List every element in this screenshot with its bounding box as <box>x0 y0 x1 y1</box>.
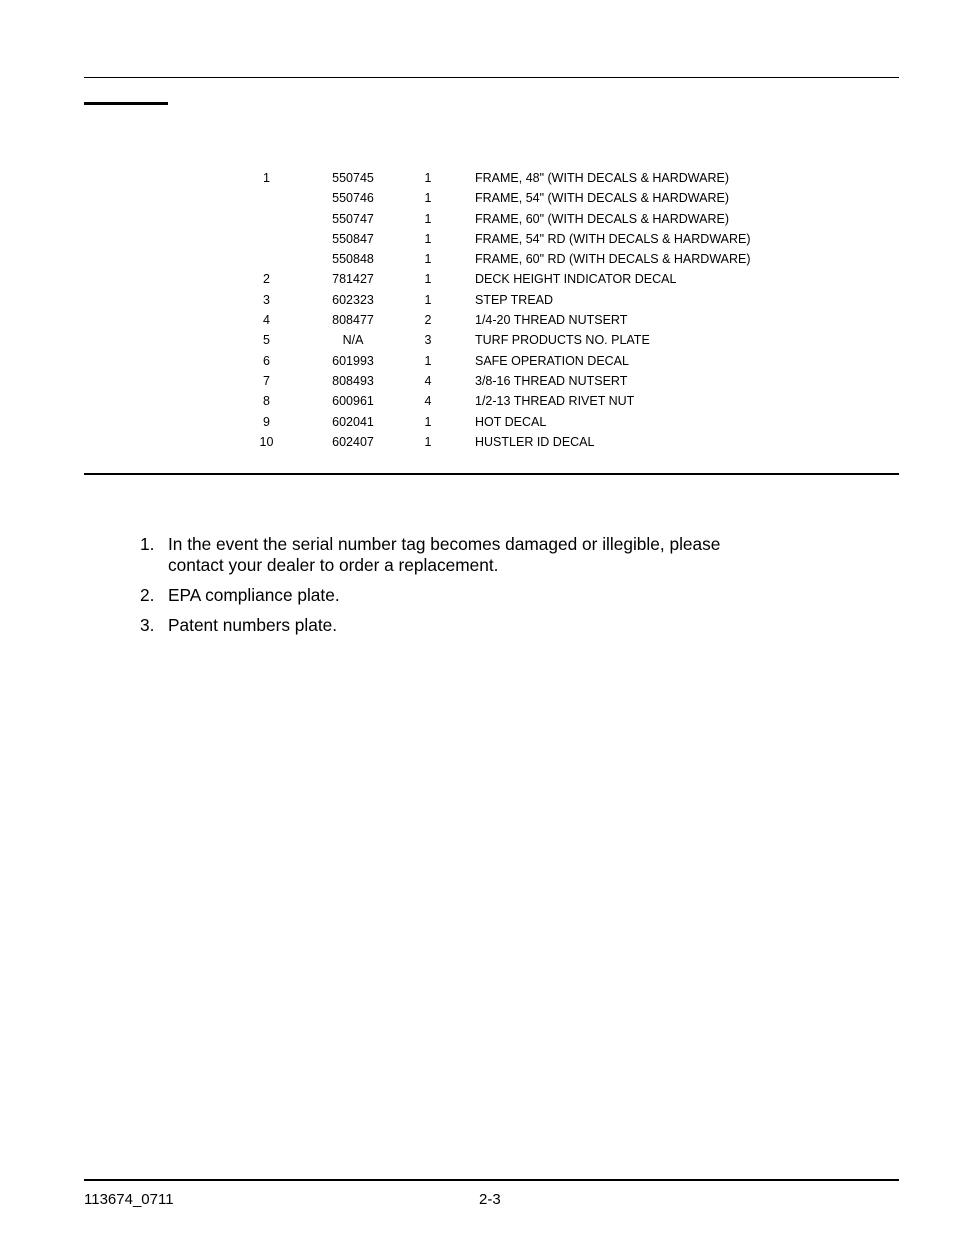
header-rule <box>84 77 899 78</box>
table-row <box>250 229 751 249</box>
note-text: EPA compliance plate. <box>168 585 340 605</box>
table-row <box>250 351 751 371</box>
part-number-cell: 808493 <box>332 373 374 388</box>
part-number-cell: 550848 <box>332 252 374 267</box>
quantity-cell: 1 <box>424 353 432 368</box>
description-cell: SAFE OPERATION DECAL <box>475 353 629 368</box>
quantity-cell: 1 <box>424 434 432 449</box>
description-cell: HUSTLER ID DECAL <box>475 434 595 449</box>
table-row <box>250 412 751 432</box>
table-row <box>250 371 751 391</box>
description-cell: FRAME, 60" RD (WITH DECALS & HARDWARE) <box>475 252 751 267</box>
note-number: 1. <box>140 534 155 554</box>
description-cell: 1/4-20 THREAD NUTSERT <box>475 313 628 328</box>
part-number-cell: 808477 <box>332 313 374 328</box>
description-cell: TURF PRODUCTS NO. PLATE <box>475 333 650 348</box>
quantity-cell: 4 <box>424 394 432 409</box>
description-cell: FRAME, 54" RD (WITH DECALS & HARDWARE) <box>475 231 751 246</box>
part-number-cell: 602323 <box>332 292 374 307</box>
section-title-underline <box>84 102 168 105</box>
ref-number-cell <box>250 188 283 208</box>
quantity-cell: 2 <box>424 313 432 328</box>
part-number-cell: 550847 <box>332 231 374 246</box>
notes-list <box>140 534 780 645</box>
quantity-cell: 1 <box>424 292 432 307</box>
part-number-cell: 602407 <box>332 434 374 449</box>
parts-table <box>250 168 751 452</box>
quantity-cell: 1 <box>424 272 432 287</box>
ref-number-cell: 8 <box>263 394 270 409</box>
ref-number-cell: 9 <box>263 414 270 429</box>
part-number-cell: 781427 <box>332 272 374 287</box>
note-item <box>140 585 780 606</box>
note-number: 3. <box>140 615 155 635</box>
part-number-cell: 550745 <box>332 171 374 185</box>
quantity-cell: 1 <box>424 231 432 246</box>
ref-number-cell: 3 <box>263 292 270 307</box>
table-row <box>250 269 751 289</box>
note-item <box>140 534 780 576</box>
description-cell: HOT DECAL <box>475 414 547 429</box>
quantity-cell: 1 <box>424 211 432 226</box>
quantity-cell: 1 <box>424 191 432 206</box>
ref-number-cell: 2 <box>263 272 270 287</box>
table-divider <box>84 473 899 475</box>
description-cell: STEP TREAD <box>475 292 554 307</box>
note-item <box>140 615 780 636</box>
table-row <box>250 391 751 411</box>
quantity-cell: 1 <box>424 252 432 267</box>
table-row <box>250 249 751 269</box>
table-row <box>250 188 751 208</box>
ref-number-cell <box>250 229 283 249</box>
footer-page-number: 2-3 <box>479 1191 501 1208</box>
quantity-cell: 4 <box>424 373 432 388</box>
table-row <box>250 168 751 188</box>
ref-number-cell <box>250 249 283 269</box>
footer-rule <box>84 1179 899 1181</box>
part-number-cell: 602041 <box>332 414 374 429</box>
part-number-cell: 550747 <box>332 211 374 226</box>
ref-number-cell: 5 <box>263 333 270 348</box>
table-row <box>250 310 751 330</box>
description-cell: FRAME, 60" (WITH DECALS & HARDWARE) <box>475 211 729 226</box>
note-text: Patent numbers plate. <box>168 615 338 635</box>
description-cell: FRAME, 48" (WITH DECALS & HARDWARE) <box>475 171 729 185</box>
description-cell: FRAME, 54" (WITH DECALS & HARDWARE) <box>475 191 729 206</box>
part-number-cell: N/A <box>342 333 364 348</box>
quantity-cell: 3 <box>424 333 432 348</box>
description-cell: 1/2-13 THREAD RIVET NUT <box>475 394 635 409</box>
ref-number-cell <box>250 209 283 229</box>
part-number-cell: 600961 <box>332 394 374 409</box>
quantity-cell: 1 <box>424 414 432 429</box>
part-number-cell: 550746 <box>332 191 374 206</box>
part-number-cell: 601993 <box>332 353 374 368</box>
parts-table-body <box>250 168 751 452</box>
ref-number-cell: 6 <box>263 353 270 368</box>
footer-doc-number: 113674_0711 <box>84 1191 174 1208</box>
table-row <box>250 330 751 350</box>
description-cell: 3/8-16 THREAD NUTSERT <box>475 373 628 388</box>
table-row <box>250 290 751 310</box>
quantity-cell: 1 <box>424 171 432 185</box>
table-row <box>250 209 751 229</box>
table-row <box>250 432 751 452</box>
description-cell: DECK HEIGHT INDICATOR DECAL <box>475 272 677 287</box>
note-number: 2. <box>140 585 155 605</box>
ref-number-cell: 7 <box>263 373 270 388</box>
ref-number-cell: 1 <box>263 171 270 185</box>
ref-number-cell: 4 <box>263 313 270 328</box>
note-text: In the event the serial number tag becomes damaged or illegible, please contact your dealer to order a replacement. <box>168 534 721 575</box>
ref-number-cell: 10 <box>259 434 274 449</box>
